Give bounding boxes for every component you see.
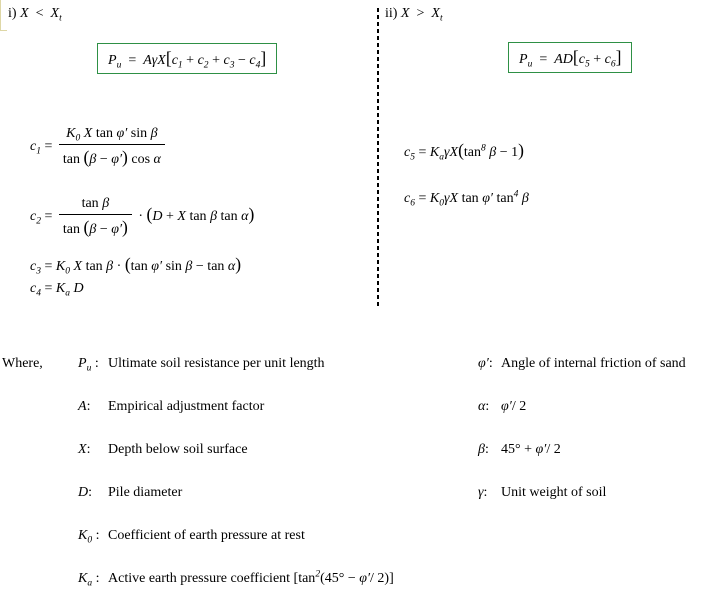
fraction-numerator: $K_0$ X tan φ′ sin β (59, 126, 165, 145)
fraction (59, 126, 165, 168)
definition-description: Coefficient of earth pressure at rest (108, 528, 305, 543)
formula-c1-lhs: $c_1$ = (30, 139, 56, 157)
definition-symbol: X: (78, 442, 91, 457)
definition-row-x (78, 442, 394, 460)
case1-heading: i) $X < X_t$ (8, 6, 62, 24)
definition-symbol: D: (78, 485, 93, 500)
definitions-left-column (78, 356, 394, 591)
definition-row-gamma (478, 485, 686, 503)
where-label: Where, (2, 356, 43, 371)
fraction (59, 196, 132, 238)
definition-symbol: φ′: (478, 356, 493, 371)
definition-symbol: $K_0$ : (78, 528, 100, 546)
definition-description: Pile diameter (108, 485, 183, 500)
fraction-numerator: tan β (59, 196, 132, 215)
definition-symbol: γ: (478, 485, 488, 500)
definition-symbol: $P_u$ : (78, 356, 99, 374)
definition-description: Angle of internal friction of sand (501, 356, 686, 371)
fraction-denominator: tan (β − φ′) (62, 217, 128, 237)
definition-description: φ′/ 2 (501, 399, 527, 414)
definition-symbol: A: (78, 399, 91, 414)
case2-boxed-equation-pu: $P_u = AD[c_5 + c_6]$ (508, 42, 632, 73)
definition-description: Ultimate soil resistance per unit length (108, 356, 325, 371)
fraction-denominator: tan (β − φ′) cos α (62, 147, 161, 167)
definition-row-beta (478, 442, 686, 460)
formula-c5: $c_5 = K_a\gamma X(\tan^8$ β − 1) (404, 140, 524, 163)
definition-description: 45° + φ′/ 2 (501, 442, 561, 457)
formula-c2-rhs: · (D + X tan β tan α) (134, 204, 255, 225)
formula-c2 (30, 196, 254, 238)
definition-description: Active earth pressure coefficient [$\tan^2(45^\circ - \varphi'/$ 2)] (108, 569, 394, 586)
definition-row-k0 (78, 528, 394, 546)
formula-c6: $c_6 = K_0\gamma X$ tan φ′ $\tan^4 \beta$ (404, 189, 529, 209)
definition-symbol: α: (478, 399, 490, 414)
definition-row-pu (78, 356, 394, 374)
definition-row-alpha (478, 399, 686, 417)
definitions-right-column (478, 356, 686, 528)
definition-description: Depth below soil surface (108, 442, 248, 457)
definition-row-ka (78, 571, 394, 589)
definition-symbol: $K_a$ : (78, 571, 100, 589)
definition-row-a (78, 399, 394, 417)
definition-symbol: β: (478, 442, 489, 457)
definition-description: Empirical adjustment factor (108, 399, 265, 414)
formula-c2-lhs: $c_2$ = (30, 209, 56, 227)
definition-description: Unit weight of soil (501, 485, 607, 500)
dashed-vertical-divider (377, 8, 379, 306)
definition-row-phi (478, 356, 686, 374)
definition-row-d (78, 485, 394, 503)
formula-c4: $c_4 = K_a$ D (30, 281, 84, 299)
formula-c3: $c_3 = K_0$ X tan β · (tan φ′ sin β − tan α) (30, 254, 242, 277)
formula-c1 (30, 126, 168, 168)
cell-border-corner-mark (0, 0, 7, 31)
case1-boxed-equation-pu: $P_u = A\gamma X[c_1 + c_2 + c_3 - c_4]$ (97, 43, 277, 74)
case2-heading: ii) $X > X_t$ (385, 6, 443, 24)
